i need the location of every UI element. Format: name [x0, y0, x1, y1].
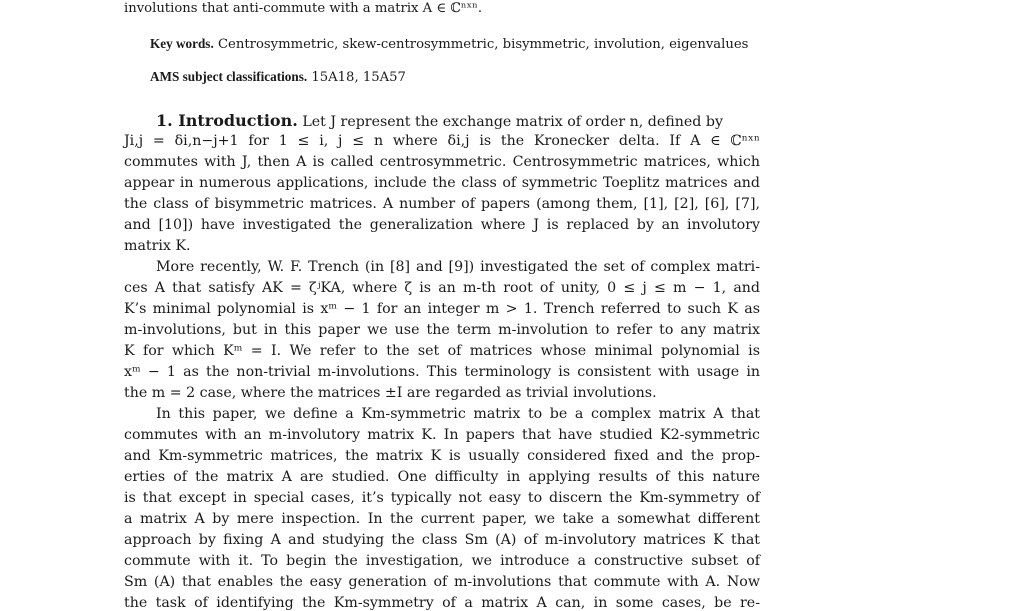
para-line: m-involutions, but in this paper we use the term m-involution to refer to any matrix — [124, 322, 760, 338]
para-line: Let J represent the exchange matrix of order n, defined by — [302, 114, 723, 130]
para-line: the class of bisymmetric matrices. A number of papers (among them, [1], [2], [6], [7], — [124, 196, 760, 212]
para-line: matrix K. — [124, 238, 191, 254]
keywords — [150, 37, 748, 51]
para-line: xᵐ − 1 as the non-trivial m-involutions. This terminology is consistent with usage in — [124, 364, 760, 380]
para-line: commutes with an m-involutory matrix K. In papers that have studied K2-symmetric — [124, 427, 760, 443]
para-line: commute with it. To begin the investigation, we introduce a constructive subset of — [124, 553, 760, 569]
abstract-tail: involutions that anti-commute with a matrix A ∈ ℂⁿˣⁿ. — [124, 1, 483, 16]
para-line: and [10]) have investigated the generalization where J is replaced by an involutory — [124, 217, 760, 233]
para-line: ces A that satisfy AK = ζʲKA, where ζ is an m-th root of unity, 0 ≤ j ≤ m − 1, and — [124, 280, 760, 296]
para-line: K for which Kᵐ = I. We refer to the set of matrices whose minimal polynomial is — [124, 343, 760, 359]
para-line: Sm (A) that enables the easy generation of m-involutions that commute with A. Now — [124, 574, 760, 590]
para-line: approach by fixing A and studying the class Sm (A) of m-involutory matrices K that — [124, 532, 760, 548]
para-line: a matrix A by mere inspection. In the current paper, we take a somewhat different — [124, 511, 760, 527]
para-line: More recently, W. F. Trench (in [8] and [9]) investigated the set of complex matri- — [156, 259, 760, 275]
ams-text: 15A18, 15A57 — [311, 70, 406, 85]
keywords-text: Centrosymmetric, skew-centrosymmetric, bisymmetric, involution, eigenvalues — [217, 37, 749, 52]
para-line: erties of the matrix A are studied. One difficulty in applying results of this nature — [124, 469, 760, 485]
para-line: and Km-symmetric matrices, the matrix K is usually considered fixed and the prop- — [124, 448, 760, 464]
para-line: the m = 2 case, where the matrices ±I are regarded as trivial involutions. — [124, 385, 657, 401]
para-line: commutes with J, then A is called centrosymmetric. Centrosymmetric matrices, which — [124, 154, 760, 170]
para-line: In this paper, we define a Km-symmetric matrix to be a complex matrix A that — [156, 406, 760, 422]
section-title: 1. Introduction. — [156, 111, 298, 130]
ams-classifications — [150, 70, 406, 84]
para-line: K’s minimal polynomial is xᵐ − 1 for an integer m > 1. Trench referred to such K as — [124, 301, 760, 317]
keywords-label: Key words. — [150, 36, 214, 51]
para-line: the task of identifying the Km-symmetry of a matrix A can, in some cases, be re- — [124, 595, 760, 611]
para-line: Ji,j = δi,n−j+1 for 1 ≤ i, j ≤ n where δi,j is the Kronecker delta. If A ∈ ℂⁿˣⁿ — [124, 133, 760, 149]
para-line: appear in numerous applications, include the class of symmetric Toeplitz matrices and — [124, 175, 760, 191]
section-heading-line — [156, 113, 723, 129]
para-line: is that except in special cases, it’s typically not easy to discern the Km-symmetry of — [124, 490, 760, 506]
ams-label: AMS subject classifications. — [150, 69, 308, 84]
